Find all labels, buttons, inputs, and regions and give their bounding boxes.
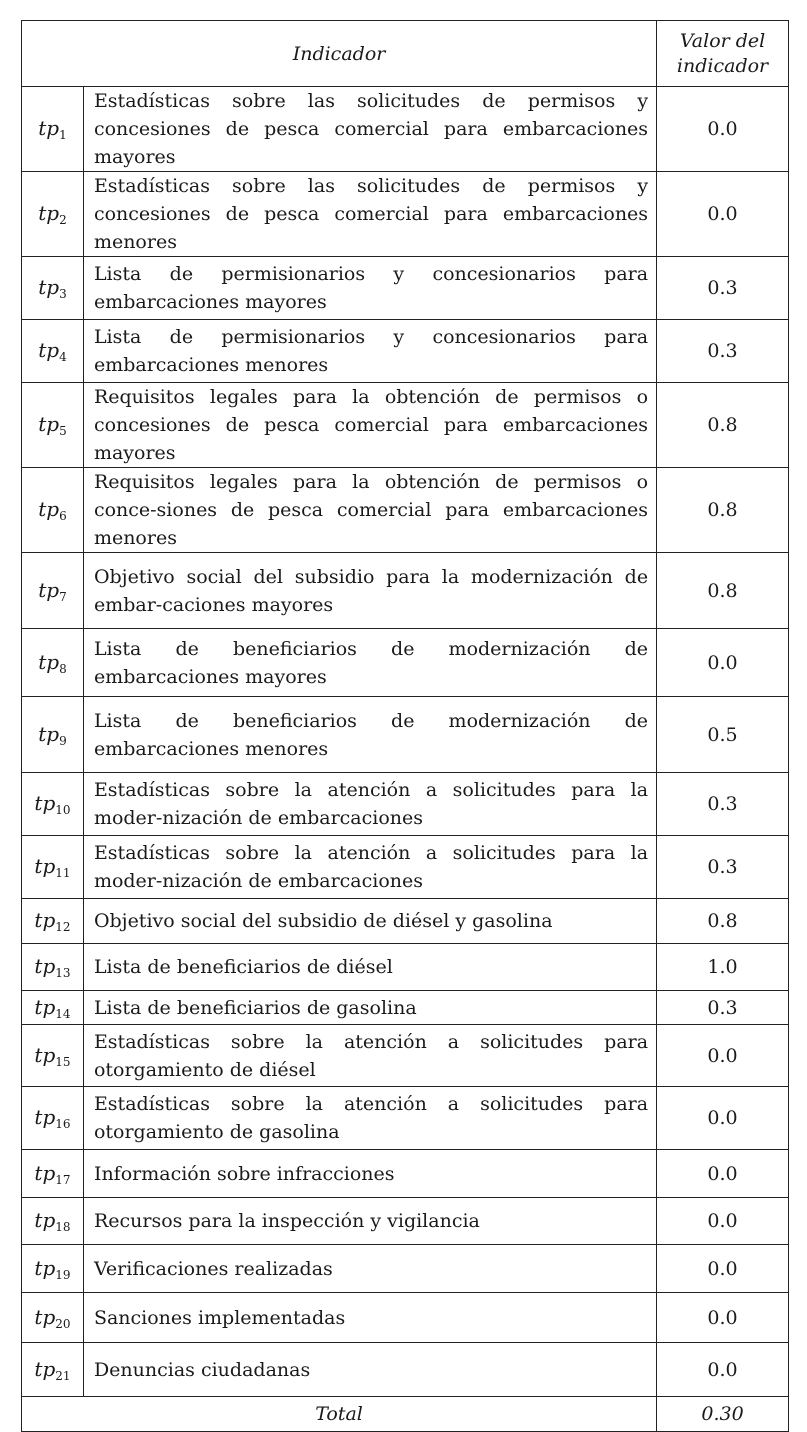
indicator-code-prefix: tp	[34, 854, 56, 878]
indicator-code-prefix: tp	[34, 1356, 56, 1381]
indicator-code-subscript: 20	[55, 1316, 71, 1331]
indicator-value: 0.8	[657, 553, 789, 629]
table-row	[22, 1343, 789, 1397]
table-row	[22, 1198, 789, 1245]
indicator-code-subscript: 18	[55, 1220, 71, 1234]
indicator-value: 0.0	[657, 172, 789, 257]
table-row	[22, 172, 789, 257]
indicator-code-prefix: tp	[34, 994, 56, 1019]
indicator-code	[22, 899, 84, 944]
indicator-description: Estadísticas sobre las solicitudes de permisos y concesiones de pesca comercial para embarcaciones menores	[83, 172, 656, 257]
indicator-code-prefix: tp	[38, 721, 60, 746]
indicator-code-subscript: 19	[55, 1267, 71, 1282]
indicator-code-subscript: 5	[59, 424, 67, 438]
indicator-code-subscript: 6	[59, 509, 67, 523]
indicator-value: 0.0	[657, 1087, 789, 1150]
indicator-description: Objetivo social del subsidio de diésel y gasolina	[83, 899, 656, 944]
table-row	[22, 87, 789, 172]
indicator-description: Estadísticas sobre las solicitudes de permisos y concesiones de pesca comercial para embarcaciones mayores	[83, 87, 656, 172]
total-row	[22, 1397, 789, 1432]
indicator-code-subscript: 15	[55, 1054, 71, 1069]
indicator-code	[22, 1293, 84, 1343]
indicator-code-prefix: tp	[38, 649, 60, 674]
indicator-value: 0.3	[657, 836, 789, 899]
indicator-code	[22, 991, 84, 1025]
indicator-code	[22, 320, 84, 383]
indicator-code-subscript: 7	[59, 589, 67, 604]
indicator-description: Lista de permisionarios y concesionarios para embarcaciones mayores	[83, 257, 656, 320]
indicator-code-subscript: 10	[55, 803, 71, 817]
table-row	[22, 468, 789, 553]
table-row	[22, 320, 789, 383]
table-row	[22, 1087, 789, 1150]
indicator-code	[22, 697, 84, 773]
indicator-code	[22, 383, 84, 468]
indicator-code-subscript: 4	[59, 350, 67, 364]
indicator-description: Información sobre infracciones	[83, 1150, 656, 1198]
indicator-code-prefix: tp	[34, 1304, 56, 1329]
indicator-value: 0.5	[657, 697, 789, 773]
indicator-value: 0.0	[657, 1025, 789, 1087]
indicator-description: Objetivo social del subsidio para la modernización de embar-caciones mayores	[83, 553, 656, 629]
indicator-code	[22, 1343, 84, 1397]
indicator-value: 0.0	[657, 629, 789, 697]
indicator-description: Lista de beneficiarios de gasolina	[83, 991, 656, 1025]
total-label: Total	[22, 1397, 657, 1432]
indicator-value: 0.8	[657, 899, 789, 944]
indicator-description: Lista de beneficiarios de modernización de embarcaciones mayores	[83, 629, 656, 697]
indicator-code-prefix: tp	[38, 412, 60, 436]
table-row	[22, 1293, 789, 1343]
indicator-header: Indicador	[22, 21, 657, 87]
indicator-code	[22, 773, 84, 836]
indicator-description: Estadísticas sobre la atención a solicitudes para la moder-nización de embarcaciones	[83, 836, 656, 899]
table-row	[22, 944, 789, 991]
indicator-code	[22, 468, 84, 553]
value-header	[657, 21, 789, 87]
table-row	[22, 383, 789, 468]
indicator-code	[22, 1198, 84, 1245]
table-row	[22, 773, 789, 836]
indicator-code-prefix: tp	[38, 275, 60, 299]
indicator-code-prefix: tp	[38, 201, 60, 225]
indicator-code-prefix: tp	[34, 791, 56, 815]
indicator-code-subscript: 12	[55, 920, 71, 934]
indicator-code	[22, 87, 84, 172]
indicator-description: Lista de beneficiarios de diésel	[83, 944, 656, 991]
total-value: 0.30	[657, 1397, 789, 1432]
table-body	[22, 87, 789, 1397]
indicator-code	[22, 553, 84, 629]
indicator-value: 0.8	[657, 468, 789, 553]
indicator-code-subscript: 11	[55, 866, 71, 880]
table-row	[22, 697, 789, 773]
indicator-code-prefix: tp	[34, 1042, 56, 1067]
indicator-code	[22, 1245, 84, 1293]
indicator-description: Denuncias ciudadanas	[83, 1343, 656, 1397]
table-row	[22, 1245, 789, 1293]
indicator-code	[22, 836, 84, 899]
indicator-code	[22, 629, 84, 697]
value-header-line1: Valor del	[679, 29, 766, 52]
indicator-value: 0.3	[657, 257, 789, 320]
table-row	[22, 836, 789, 899]
indicator-code-subscript: 16	[55, 1117, 71, 1131]
value-header-line2: indicador	[676, 54, 769, 77]
indicator-description: Estadísticas sobre la atención a solicitudes para la moder-nización de embarcaciones	[83, 773, 656, 836]
indicator-code-prefix: tp	[38, 577, 60, 602]
indicator-code	[22, 172, 84, 257]
table-row	[22, 553, 789, 629]
indicator-value: 0.8	[657, 383, 789, 468]
indicator-value: 0.0	[657, 1245, 789, 1293]
indicator-code-subscript: 1	[59, 128, 67, 142]
indicator-description: Lista de beneficiarios de modernización de embarcaciones menores	[83, 697, 656, 773]
table-row	[22, 257, 789, 320]
indicator-code-prefix: tp	[34, 954, 56, 978]
indicator-description: Requisitos legales para la obtención de permisos o concesiones de pesca comercial para embarcaciones mayores	[83, 383, 656, 468]
table-header-row	[22, 21, 789, 87]
table-row	[22, 629, 789, 697]
table-row	[22, 1150, 789, 1198]
indicator-code-subscript: 9	[59, 733, 67, 748]
indicator-description: Estadísticas sobre la atención a solicitudes para otorgamiento de gasolina	[83, 1087, 656, 1150]
indicator-code-prefix: tp	[34, 1208, 56, 1232]
indicator-code-subscript: 2	[59, 213, 67, 227]
indicator-table-container	[21, 20, 789, 1432]
indicator-code	[22, 1087, 84, 1150]
indicator-code	[22, 1025, 84, 1087]
indicator-code-prefix: tp	[34, 1255, 56, 1280]
table-row	[22, 1025, 789, 1087]
indicator-code-subscript: 17	[55, 1172, 71, 1187]
indicator-code-subscript: 21	[55, 1368, 71, 1383]
indicator-code-subscript: 14	[55, 1006, 71, 1021]
indicator-value: 0.0	[657, 1150, 789, 1198]
indicator-code	[22, 944, 84, 991]
indicator-code-subscript: 8	[59, 661, 67, 676]
indicator-description: Verificaciones realizadas	[83, 1245, 656, 1293]
indicator-code-prefix: tp	[38, 497, 60, 521]
indicator-code-prefix: tp	[34, 1105, 56, 1129]
indicator-code	[22, 1150, 84, 1198]
indicator-description: Requisitos legales para la obtención de permisos o conce-siones de pesca comercial para embarcaciones menores	[83, 468, 656, 553]
indicator-code-prefix: tp	[38, 116, 60, 140]
table-row	[22, 991, 789, 1025]
indicator-value: 0.3	[657, 773, 789, 836]
indicator-description: Recursos para la inspección y vigilancia	[83, 1198, 656, 1245]
indicator-code-subscript: 13	[55, 966, 71, 980]
indicator-value: 0.0	[657, 1293, 789, 1343]
indicator-value: 0.0	[657, 87, 789, 172]
indicator-code-subscript: 3	[59, 287, 67, 301]
indicator-description: Lista de permisionarios y concesionarios para embarcaciones menores	[83, 320, 656, 383]
indicator-value: 0.0	[657, 1198, 789, 1245]
indicator-description: Estadísticas sobre la atención a solicitudes para otorgamiento de diésel	[83, 1025, 656, 1087]
indicator-value: 1.0	[657, 944, 789, 991]
indicator-code-prefix: tp	[34, 908, 56, 932]
indicator-code-prefix: tp	[38, 338, 60, 362]
indicator-value: 0.0	[657, 1343, 789, 1397]
indicator-description: Sanciones implementadas	[83, 1293, 656, 1343]
indicator-value: 0.3	[657, 991, 789, 1025]
indicator-table	[21, 20, 789, 1432]
indicator-value: 0.3	[657, 320, 789, 383]
indicator-code-prefix: tp	[34, 1160, 56, 1185]
indicator-code	[22, 257, 84, 320]
table-row	[22, 899, 789, 944]
